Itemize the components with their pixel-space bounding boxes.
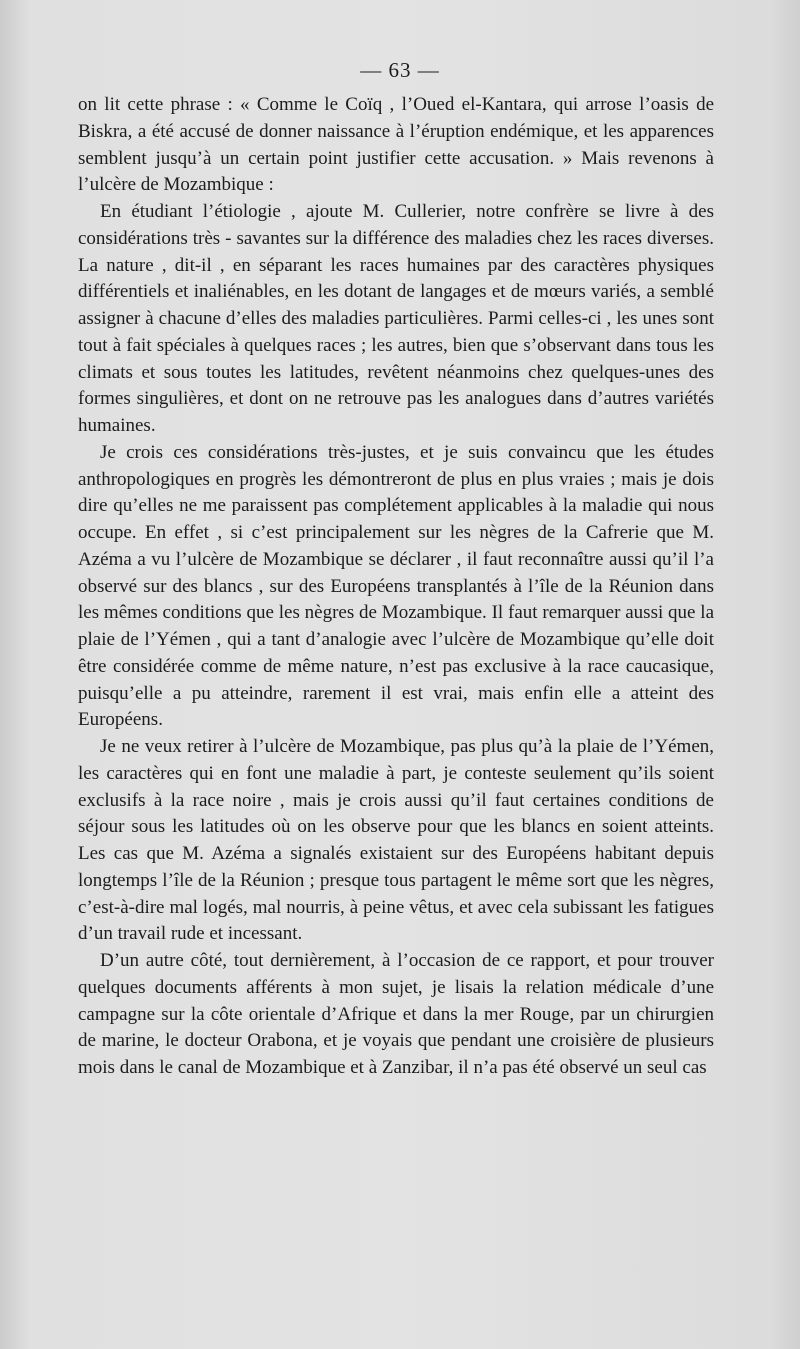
paragraph-1: on lit cette phrase : « Comme le Coïq , l’Oued el-Kantara, qui arrose l’oasis de Biskra, a été accusé de donner naissance à l’éruption endémique, et les apparences semblent jusqu’à un certain point justifier cette accusation. » Mais revenons à l’ulcère de Mozambique : [78,94,714,196]
paragraph-5: D’un autre côté, tout dernièrement, à l’occasion de ce rapport, et pour trouver quelques documents afférents à mon sujet, je lisais la relation médicale d’une campagne sur la côte orientale d’Afrique et dans la mer Rouge, par un chirurgien de marine, le docteur Orabona, et je voyais que pendant une croisière de plusieurs mois dans le canal de Mozambique et à Zanzibar, il n’a pas été observé un seul cas [78,950,714,1078]
paragraph-2: En étudiant l’étiologie , ajoute M. Cullerier, notre confrère se livre à des considérations très - savantes sur la différence des maladies chez les races diverses. La nature , dit-il , en séparant les races humaines par des caractères physiques différentiels et inaliénables, en les dotant de langages et de mœurs variés, a semblé assigner à chacune d’elles des maladies particulières. Parmi celles-ci , les unes sont tout à fait spéciales à quelques races ; les autres, bien que s’observant dans tous les climats et sous toutes les latitudes, revêtent néanmoins chez quelques-unes des formes singulières, et dont on ne retrouve pas les analogues dans d’autres variétés humaines. [78,201,714,436]
paragraph-3: Je crois ces considérations très-justes, et je suis convaincu que les études anthropologiques en progrès les démontreront de plus en plus vraies ; mais je dois dire qu’elles ne me paraissent pas complétement applicables à la maladie qui nous occupe. En effet , si c’est principalement sur les nègres de la Cafrerie que M. Azéma a vu l’ulcère de Mozambique se déclarer , il faut reconnaître aussi qu’il l’a observé sur des blancs , sur des Européens transplantés à l’île de la Réunion dans les mêmes conditions que les nègres de Mozambique. Il faut remarquer aussi que la plaie de l’Yémen , qui a tant d’analogie avec l’ulcère de Mozambique qu’elle doit être considérée comme de même nature, n’est pas exclusive à la race caucasique, puisqu’elle a pu atteindre, rarement il est vrai, mais enfin elle a atteint des Européens. [78,441,714,731]
paragraph-4: Je ne veux retirer à l’ulcère de Mozambique, pas plus qu’à la plaie de l’Yémen, les caractères qui en font une maladie à part, je conteste seulement qu’ils soient exclusifs à la race noire , mais je crois aussi qu’il faut certaines conditions de séjour sous les latitudes où on les observe pour que les blancs en soient atteints. Les cas que M. Azéma a signalés existaient sur des Européens habitant depuis longtemps l’île de la Réunion ; presque tous partagent le même sort que les nègres, c’est-à-dire mal logés, mal nourris, à peine vêtus, et avec cela subissant les fatigues d’un travail rude et incessant. [78,736,714,945]
page-number: — 63 — [360,58,440,82]
body-text [78,92,714,1082]
